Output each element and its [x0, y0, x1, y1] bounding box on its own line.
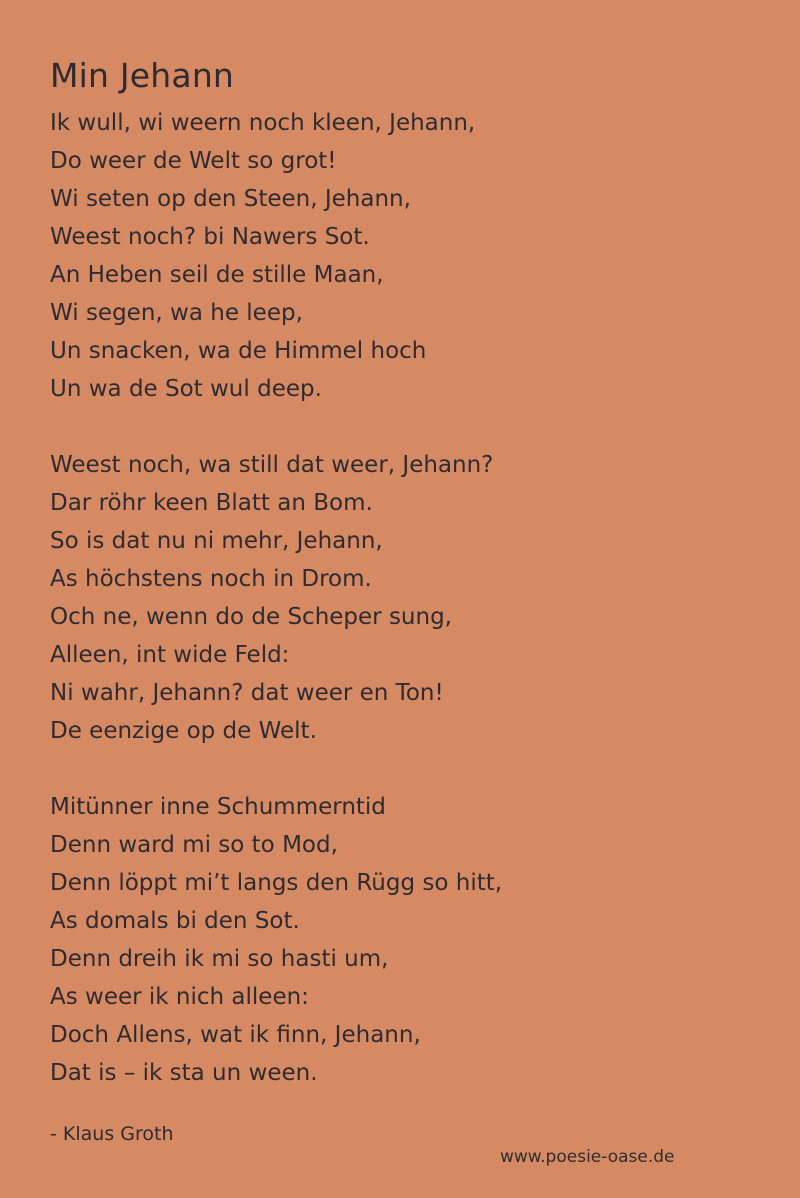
- poem-line: De eenzige op de Welt.: [50, 718, 317, 744]
- poem-line: Un snacken, wa de Himmel hoch: [50, 338, 427, 364]
- website-credit: www.poesie-oase.de: [500, 1147, 675, 1167]
- poem-line: Ik wull, wi weern noch kleen, Jehann,: [50, 110, 476, 136]
- poem-line: As höchstens noch in Drom.: [50, 566, 372, 592]
- poem-line: Un wa de Sot wul deep.: [50, 376, 322, 402]
- poem-line: Weest noch, wa still dat weer, Jehann?: [50, 452, 494, 478]
- stanza-1: [50, 104, 780, 408]
- poem-line: Do weer de Welt so grot!: [50, 148, 337, 174]
- poem-line: Weest noch? bi Nawers Sot.: [50, 224, 370, 250]
- poem-line: Denn ward mi so to Mod,: [50, 832, 338, 858]
- poem-line: Dar röhr keen Blatt an Bom.: [50, 490, 373, 516]
- stanza-3: [50, 788, 780, 1092]
- poem-line: Doch Allens, wat ik finn, Jehann,: [50, 1022, 421, 1048]
- poem-line: Wi seten op den Steen, Jehann,: [50, 186, 411, 212]
- poem-title: Min Jehann: [50, 56, 235, 95]
- poem-container: [50, 52, 780, 1092]
- poem-line: As weer ik nich alleen:: [50, 984, 309, 1010]
- poem-line: Ni wahr, Jehann? dat weer en Ton!: [50, 680, 444, 706]
- poem-line: Mitünner inne Schummerntid: [50, 794, 386, 820]
- poem-line: Och ne, wenn do de Scheper sung,: [50, 604, 452, 630]
- poem-line: Wi segen, wa he leep,: [50, 300, 303, 326]
- poem-line: So is dat nu ni mehr, Jehann,: [50, 528, 383, 554]
- poem-line: Denn dreih ik mi so hasti um,: [50, 946, 389, 972]
- poem-line: As domals bi den Sot.: [50, 908, 300, 934]
- poem-line: An Heben seil de stille Maan,: [50, 262, 384, 288]
- poem-author: - Klaus Groth: [50, 1123, 174, 1145]
- poem-line: Denn löppt mi’t langs den Rügg so hitt,: [50, 870, 503, 896]
- poem-line: Dat is – ik sta un ween.: [50, 1060, 318, 1086]
- poem-line: Alleen, int wide Feld:: [50, 642, 290, 668]
- stanza-2: [50, 446, 780, 750]
